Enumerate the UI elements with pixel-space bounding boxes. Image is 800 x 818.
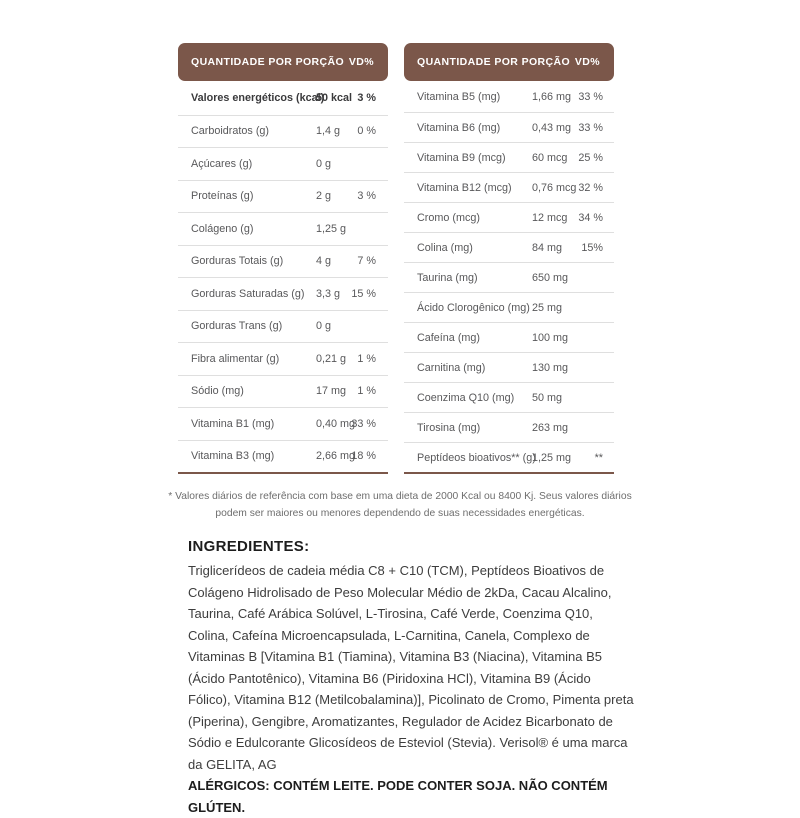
nutrient-label: Peptídeos bioativos** (g) [417,451,536,464]
table-row [404,202,614,232]
nutrient-daily-value: 32 % [578,181,603,194]
nutrient-amount: 4 g [316,255,332,268]
table-row [178,180,388,213]
nutrient-daily-value: 33 % [578,121,603,134]
table-body [404,82,614,474]
table-row [404,112,614,142]
nutrient-label: Tirosina (mg) [417,421,481,434]
nutrient-label: Fibra alimentar (g) [191,352,280,365]
table-row [404,382,614,412]
nutrient-label: Valores energéticos (kcal) [191,92,325,105]
table-row [178,310,388,343]
table-header-title: QUANTIDADE POR PORÇÃO [417,56,571,68]
table-header-vd-label: VD% [574,56,600,68]
nutrient-daily-value: 3 % [357,92,376,105]
nutrient-label: Gorduras Trans (g) [191,320,283,333]
table-row [404,442,614,472]
table-row [404,292,614,322]
nutrition-table-left [178,43,388,474]
nutrient-amount: 25 mg [532,301,563,314]
ingredients-heading: INGREDIENTES: [188,538,310,555]
nutrient-label: Vitamina B5 (mg) [417,91,501,103]
nutrient-amount: 130 mg [532,361,569,374]
nutrient-amount: 50 mg [532,391,563,404]
nutrient-daily-value: 15 % [351,287,376,300]
nutrient-daily-value: 25 % [578,151,603,164]
nutrient-label: Carboidratos (g) [191,125,270,138]
nutrient-label: Ácido Clorogênico (mg) [417,301,530,314]
nutrient-amount: 650 mg [532,271,569,284]
nutrient-amount: 12 mcg [532,211,568,224]
nutrient-daily-value: 0 % [357,125,376,138]
table-row [404,322,614,352]
nutrient-label: Cromo (mcg) [417,211,480,224]
nutrient-amount: 263 mg [532,421,569,434]
table-row [404,82,614,112]
table-row [178,407,388,440]
table-row [178,375,388,408]
nutrition-table-right [404,43,614,474]
table-row [178,277,388,310]
nutrient-daily-value: 3 % [357,190,376,203]
nutrient-amount: 3,3 g [316,287,341,300]
table-header-vd-label: VD% [348,56,374,68]
table-row [404,172,614,202]
nutrient-amount: 0,43 mg [532,121,572,134]
table-row [404,232,614,262]
daily-values-footnote: * Valores diários de referência com base em uma dieta de 2000 Kcal ou 8400 Kj. Seus valores diários podem ser maiores ou menores dependendo de suas necessidades energéticas. [168,491,632,519]
table-row [178,245,388,278]
nutrient-amount: 1,4 g [316,125,341,138]
nutrient-daily-value: 7 % [357,255,376,268]
nutrient-amount: 1,25 g [316,222,347,235]
nutrient-label: Coenzima Q10 (mg) [417,391,515,404]
ingredients-section [188,538,636,818]
nutrient-daily-value: 1 % [357,385,376,398]
nutrient-daily-value: ** [594,451,603,464]
nutrient-label: Gorduras Saturadas (g) [191,287,305,300]
nutrient-amount: 84 mg [532,241,563,254]
nutrient-daily-value: 33 % [351,417,376,430]
nutrient-label: Gorduras Totais (g) [191,255,284,268]
table-header [404,43,614,81]
nutrient-amount: 0 g [316,157,332,170]
nutrient-label: Carnitina (mg) [417,361,486,374]
nutrient-amount: 0,21 g [316,352,347,365]
nutrient-amount: 2 g [316,190,332,203]
allergens-text: ALÉRGICOS: CONTÉM LEITE. PODE CONTER SOJA. NÃO CONTÉM GLÚTEN. [188,778,608,815]
nutrient-daily-value: 15% [581,241,603,254]
nutrient-amount: 0,40 mg [316,417,356,430]
table-header [178,43,388,81]
nutrient-amount: 0,76 mcg [532,181,577,194]
nutrient-daily-value: 18 % [351,450,376,463]
nutrient-label: Sódio (mg) [191,385,244,398]
nutrient-amount: 50 kcal [316,92,353,105]
nutrient-label: Vitamina B6 (mg) [417,121,501,134]
table-row [404,142,614,172]
nutrient-label: Colina (mg) [417,241,473,254]
table-body [178,82,388,474]
nutrient-daily-value: 34 % [578,211,603,224]
nutrient-label: Vitamina B9 (mcg) [417,151,506,164]
nutrient-label: Açúcares (g) [191,157,253,170]
nutrient-label: Taurina (mg) [417,271,478,284]
nutrient-amount: 17 mg [316,385,347,398]
table-row [178,440,388,473]
nutrient-label: Vitamina B1 (mg) [191,417,275,430]
table-header-title: QUANTIDADE POR PORÇÃO [191,56,345,68]
nutrient-amount: 1,25 mg [532,451,572,464]
table-row [178,115,388,148]
table-row [178,147,388,180]
table-row [404,412,614,442]
nutrient-daily-value: 33 % [578,91,603,103]
nutrient-label: Colágeno (g) [191,222,254,235]
table-row [178,82,388,115]
nutrient-amount: 2,66 mg [316,450,356,463]
table-row [404,352,614,382]
nutrient-amount: 1,66 mg [532,91,572,103]
nutrient-amount: 0 g [316,320,332,333]
ingredients-text: Triglicerídeos de cadeia média C8 + C10 (TCM), Peptídeos Bioativos de Colágeno Hidrolisado de Peso Molecular Médio de 2kDa, Cacau Alcalino, Taurina, Café Arábica Solúvel, L-Tirosina, Café Verde, Coenzima Q10, Colina, Cafeína Microencapsulada, L-Carnitina, Canela, Complexo de Vitaminas B [Vitamina B1 (Tiamina), Vitamina B3 (Niacina), Vitamina B5 (Ácido Pantotênico), Vitamina B6 (Piridoxina HCl), Vitamina B9 (Ácido Fólico), Vitamina B12 (Metilcobalamina)], Picolinato de Cromo, Pimenta preta (Piperina), Gengibre, Aromatizantes, Regulador de Acidez Bicarbonato de Sódio e Edulcorante Glicosídeos de Esteviol (Stevia). Verisol® é uma marca da GELITA, AG [188,563,634,772]
nutrient-label: Proteínas (g) [191,190,254,203]
nutrient-label: Vitamina B3 (mg) [191,450,275,463]
table-row [178,342,388,375]
nutrient-daily-value: 1 % [357,352,376,365]
nutrient-amount: 60 mcg [532,151,568,164]
nutrient-label: Cafeína (mg) [417,331,481,344]
nutrient-amount: 100 mg [532,331,569,344]
nutrient-label: Vitamina B12 (mcg) [417,181,512,194]
table-row [404,262,614,292]
table-row [178,212,388,245]
